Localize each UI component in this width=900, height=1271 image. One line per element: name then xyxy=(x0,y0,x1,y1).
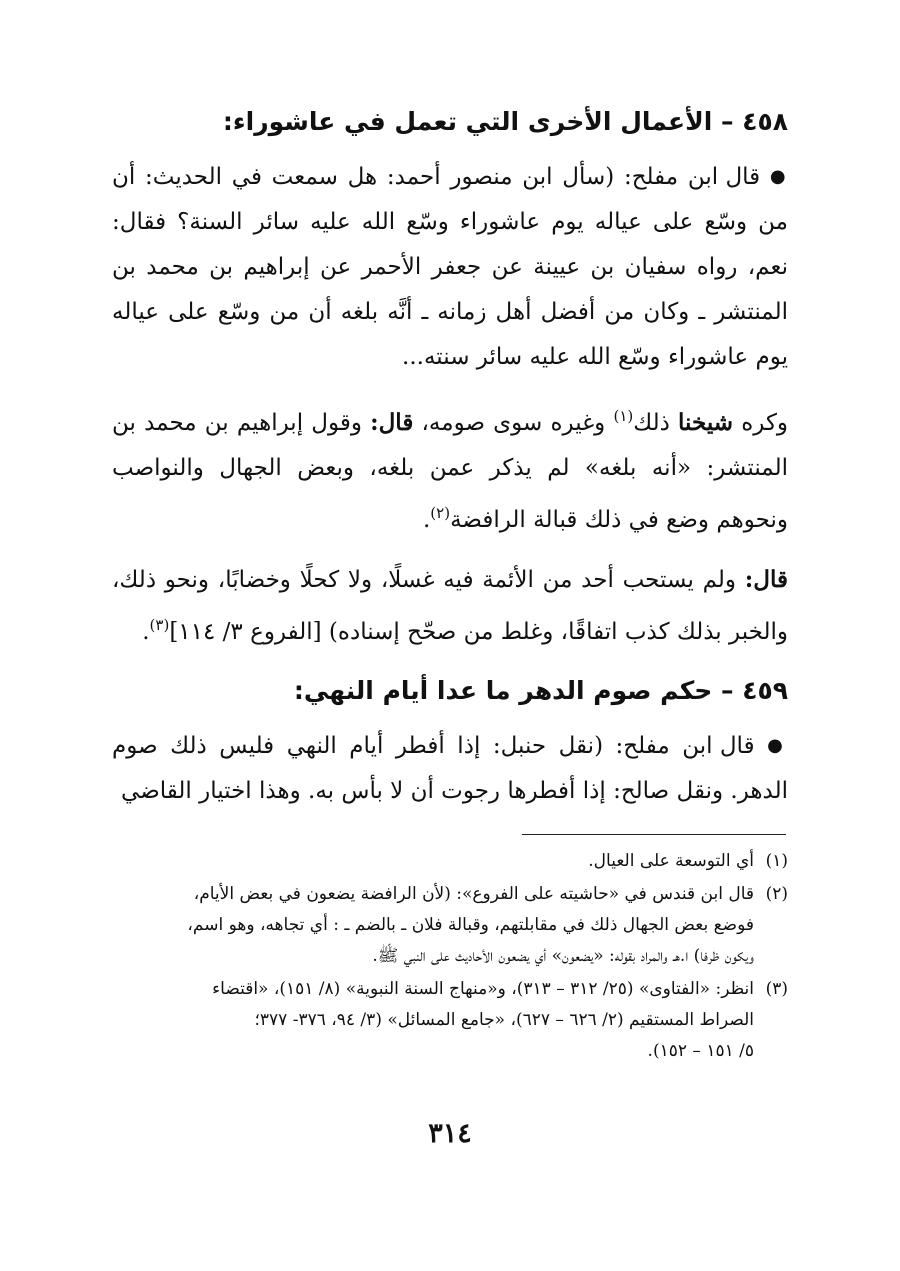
footnote-2 xyxy=(112,879,788,972)
paragraph-2-end: . xyxy=(422,507,431,533)
paragraph-3-text: ولم يستحب أحد من الأئمة فيه غسلًا، ولا كحلًا وخضابًا، ونحو ذلك، والخبر بذلك كذب اتفاقًا، وغلط من صحّح إسناده) [الفروع ٣/ ١١٤] xyxy=(112,567,788,645)
footnotes xyxy=(112,846,788,1069)
bullet-icon: ● xyxy=(767,735,788,756)
paragraph-2-qal: قال: xyxy=(370,409,414,436)
paragraph-3-qal: قال: xyxy=(744,566,788,593)
paragraph-2-mid: وغيره سوى صومه، xyxy=(421,410,606,436)
section-458-paragraph-1-text: قال ابن مفلح: (سأل ابن منصور أحمد: هل سمعت في الحديث: أن من وسّع على عياله يوم عاشوراء وسّع الله عليه سائر السنة؟ فقال: نعم، رواه سفيان بن عيينة عن جعفر الأحمر عن إبراهيم بن محمد بن المنتشر ـ وكان من أفضل أهل زمانه ـ أنَّه بلغه أن من وسّع على عياله يوم عاشوراء وسّع الله عليه سائر سنته... xyxy=(112,164,788,370)
footnote-ref-3[interactable]: (٣) xyxy=(149,616,170,634)
page-number: ٣١٤ xyxy=(428,1118,472,1149)
footnote-number: (٢) xyxy=(765,884,788,904)
section-459-paragraph-1-text: قال ابن مفلح: (نقل حنبل: إذا أفطر أيام النهي فليس ذلك صوم الدهر. ونقل صالح: إذا أفطرها رجوت أن لا بأس به. وهذا اختيار القاضي xyxy=(112,733,788,804)
footnote-ref-1[interactable]: (١) xyxy=(613,407,634,425)
bullet-icon: ● xyxy=(769,166,788,187)
section-458-paragraph-2 xyxy=(112,394,788,543)
footnote-line: انظر: «الفتاوى» (٢٥/ ٣١٢ – ٣١٣)، و«منهاج السنة النبوية» (٨/ ١٥١)، «اقتضاء xyxy=(212,979,754,999)
footnote-line: ٥/ ١٥١ – ١٥٢). xyxy=(647,1041,754,1061)
footnote-line: أي التوسعة على العيال. xyxy=(588,851,754,871)
footnote-line: قال ابن قندس في «حاشيته على الفروع»: (لأن الرافضة يضعون في بعض الأيام، xyxy=(193,884,754,904)
paragraph-2-word: ذلك xyxy=(633,410,670,436)
paragraph-3-end: . xyxy=(142,619,150,645)
footnote-1 xyxy=(112,846,788,877)
section-458-paragraph-3 xyxy=(112,557,788,655)
footnote-3 xyxy=(112,974,788,1067)
section-458-paragraph-1 xyxy=(112,154,788,380)
footnote-number: (١) xyxy=(765,851,788,871)
paragraph-2-rest: وقول إبراهيم بن محمد بن المنتشر: «أنه بلغه» لم يذكر عمن بلغه، وبعض الجهال والنواصب ونحوهم وضع في ذلك قبالة الرافضة xyxy=(112,410,788,533)
footnote-line: فوضع بعض الجهال ذلك في مقابلتهم، وقبالة فلان ـ بالضم ـ : أي تجاهه، وهو اسم، xyxy=(187,915,754,935)
paragraph-2-lead: وكره xyxy=(741,410,789,436)
page-body xyxy=(112,100,788,828)
footnote-separator xyxy=(522,834,786,835)
section-458-heading: ٤٥٨ – الأعمال الأخرى التي تعمل في عاشوراء: xyxy=(222,107,788,136)
footnote-ref-2[interactable]: (٢) xyxy=(430,504,451,522)
section-459-paragraph-1 xyxy=(112,723,788,814)
footnote-line: ويكون ظرفا) ا.هـ والمراد بقوله: «يضعون» أي يضعون الأحاديث على النبي ﷺ. xyxy=(372,946,754,966)
footnote-number: (٣) xyxy=(765,979,788,999)
section-459-heading: ٤٥٩ – حكم صوم الدهر ما عدا أيام النهي: xyxy=(293,676,788,705)
footnote-line: الصراط المستقيم (٢/ ٦٢٦ – ٦٢٧)، «جامع المسائل» (٣/ ٩٤، ٣٧٦- ٣٧٧؛ xyxy=(254,1010,754,1030)
paragraph-2-shaykh: شيخنا xyxy=(678,409,734,436)
